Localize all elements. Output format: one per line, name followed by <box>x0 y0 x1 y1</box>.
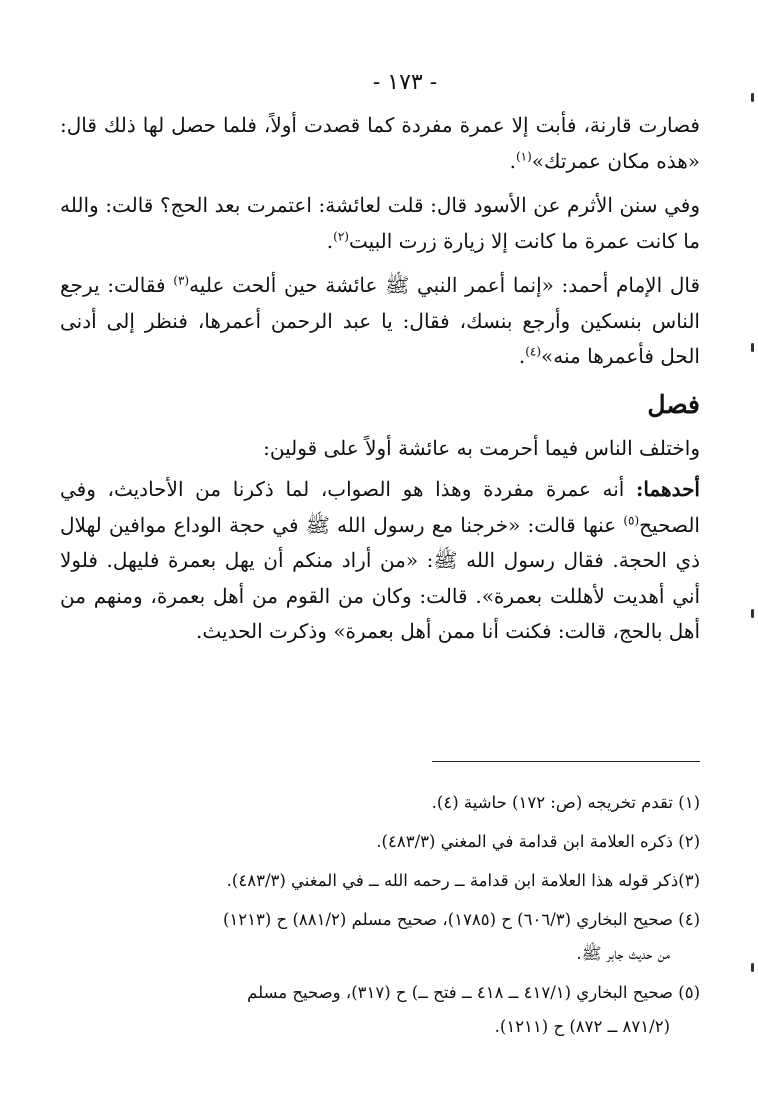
margin-mark <box>751 963 754 972</box>
footnote-1: (١) تقدم تخريجه (ص: ١٧٢) حاشية (٤). <box>431 793 700 812</box>
paragraph-1: فصارت قارنة، فأبت إلا عمرة مفردة كما قصدت أولاً، فلما حصل لها ذلك قال: «هذه مكان عمرتك»$^{(١)}$. <box>60 113 700 173</box>
footnote-ref-3: (٣) <box>173 273 190 288</box>
page-number: - ١٧٣ - <box>372 70 438 95</box>
footnote-ref-2: (٢) <box>333 228 349 243</box>
footnote-5: (٥) صحيح البخاري (٤١٧/١ ــ ٤١٨ ــ فتح ــ) ح (٣١٧)، وصحيح مسلم (٨٧١/٢ ــ ٨٧٢) ح (١٢١١). <box>247 983 700 1036</box>
body-text <box>60 108 700 659</box>
margin-mark <box>751 343 754 352</box>
section-intro: واختلف الناس فيما أحرمت به عائشة أولاً على قولين: <box>263 435 700 460</box>
margin-mark <box>751 93 754 102</box>
footnote-2: (٢) ذكره العلامة ابن قدامة في المغني (٤٨٣/٣). <box>376 832 700 851</box>
paragraph-3: قال الإمام أحمد: «إنما أعمر النبي ﷺ عائشة حين ألحت عليه$^{(٣)}$ فقالت: يرجع الناس بنسكين وأرجع بنسك، فقال: يا عبد الرحمن أعمرها، فنظر إلى أدنى الحل فأعمرها منه»$^{(٤)}$. <box>60 273 701 368</box>
footnote-ref-5: (٥) <box>623 512 640 527</box>
footnote-divider <box>432 761 700 762</box>
footnote-ref-1: (١) <box>515 148 532 163</box>
footnotes <box>60 786 700 1049</box>
margin-mark <box>751 609 754 618</box>
paragraph-first-opinion: أحدهما: أنه عمرة مفردة وهذا هو الصواب، لما ذكرنا من الأحاديث، وفي الصحيح$^{(٥)}$ عنها قالت: «خرجنا مع رسول الله ﷺ في حجة الوداع موافين لهلال ذي الحجة. فقال رسول الله ﷺ: «من أراد منكم أن يهل بعمرة فليهل. فلولا أني أهديت لأهللت بعمرة». قالت: وكان من القوم من أهل بعمرة، ومنهم من أهل بالحج، قالت: فكنت أنا ممن أهل بعمرة» وذكرت الحديث. <box>60 477 700 643</box>
section-heading: فصل <box>647 389 700 419</box>
paragraph-2: وفي سنن الأثرم عن الأسود قال: قلت لعائشة: اعتمرت بعد الحج؟ قالت: والله ما كانت عمرة ما كانت إلا زيارة زرت البيت$^{(٢)}$. <box>60 193 700 253</box>
lead-word: أحدهما: <box>635 477 700 501</box>
footnote-4: (٤) صحيح البخاري (٦٠٦/٣) ح (١٧٨٥)، صحيح مسلم (٨٨١/٢) ح (١٢١٣) من حديث جابر ﷺ. <box>222 910 700 963</box>
footnote-ref-4: (٤) <box>525 344 542 359</box>
footnote-3: (٣)ذكر قوله هذا العلامة ابن قدامة ــ رحمه الله ــ في المغني (٤٨٣/٣). <box>226 871 700 890</box>
